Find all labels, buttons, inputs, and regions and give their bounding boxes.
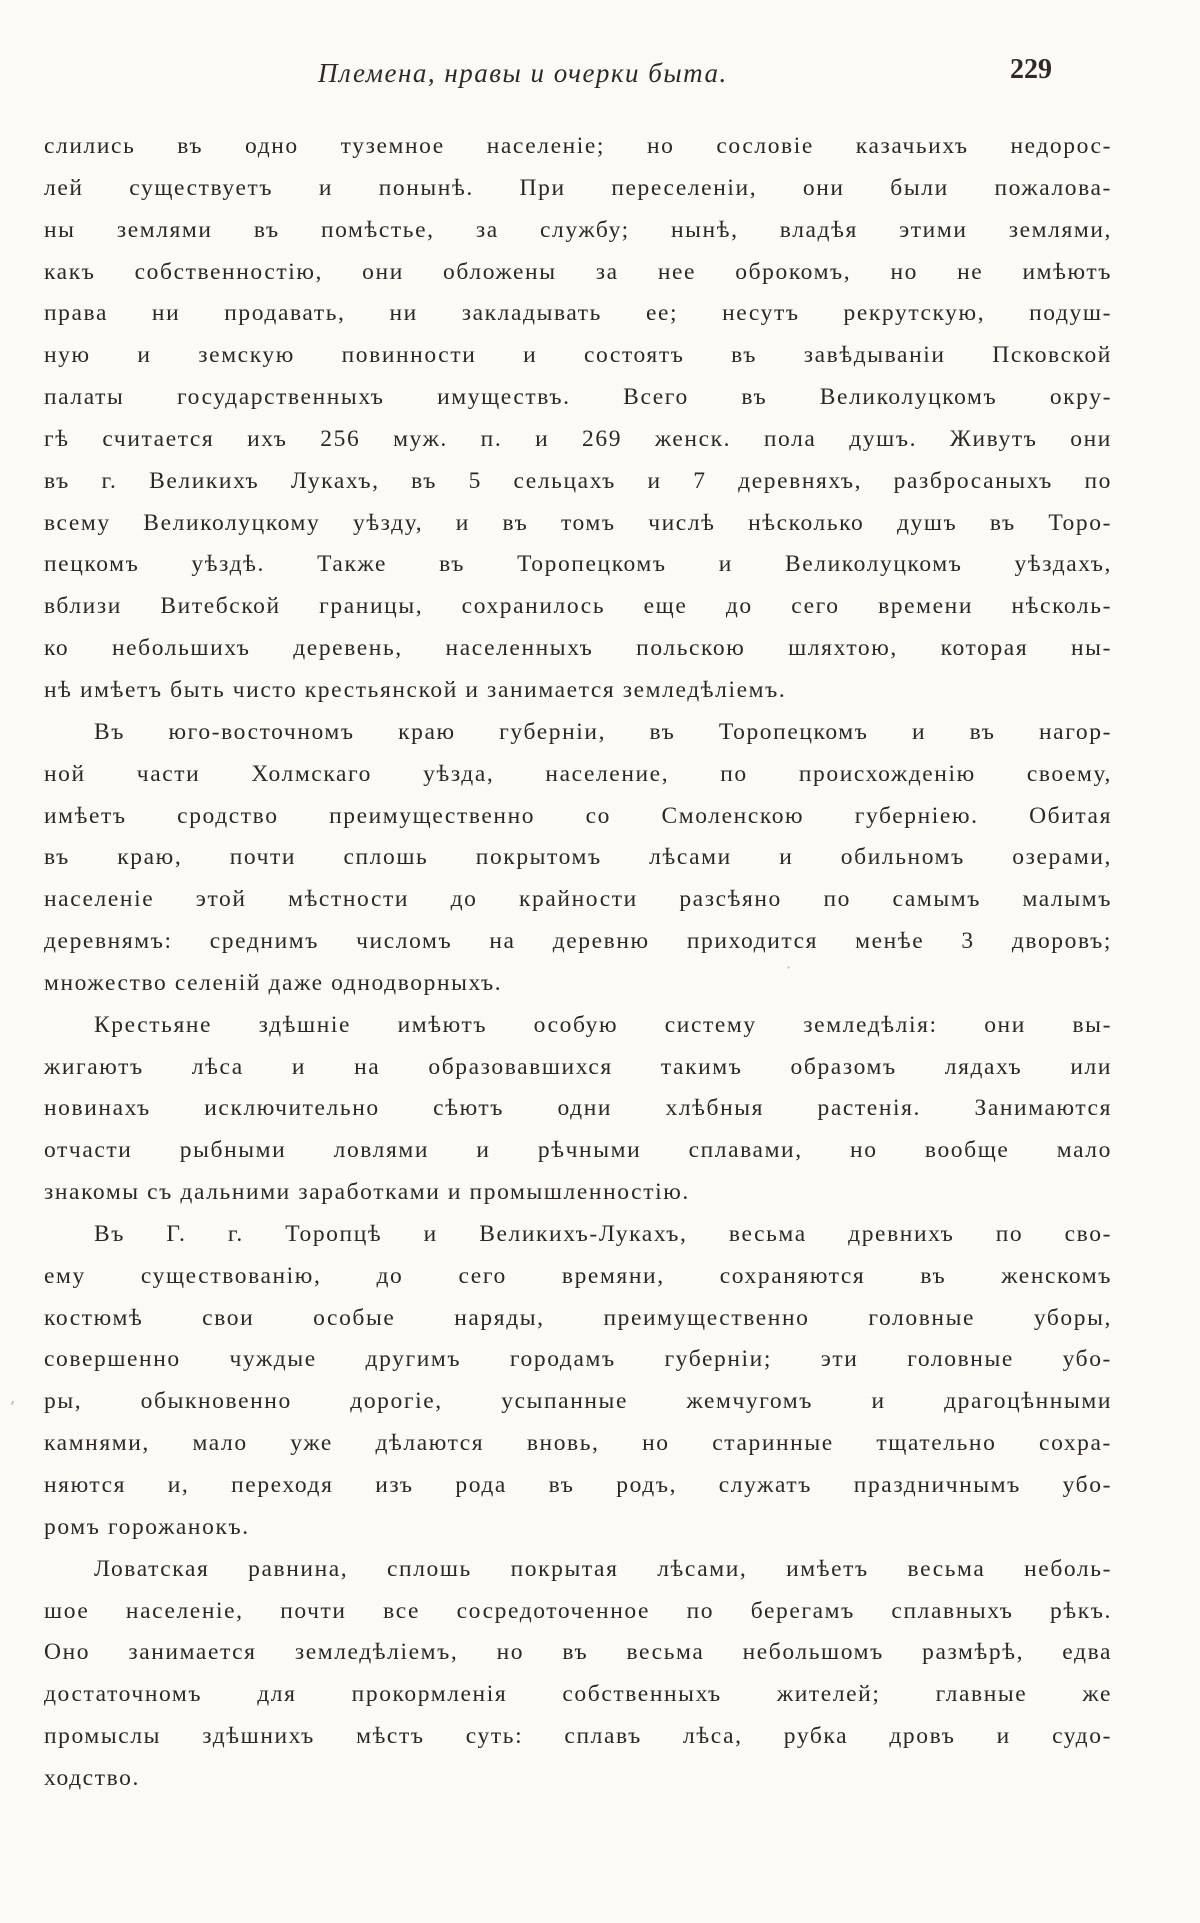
text-line: деревнямъ: среднимъ числомъ на деревню приходится менѣе 3 дворовъ; <box>44 928 1112 955</box>
text-line: лей существуетъ и понынѣ. При переселеніи, они были пожалова- <box>44 174 1112 201</box>
text-line: промыслы здѣшнихъ мѣстъ суть: сплавъ лѣса, рубка дровъ и судо- <box>44 1723 1112 1750</box>
text-line: Въ юго-восточномъ краю губерніи, въ Торопецкомъ и въ нагор- <box>94 718 1112 745</box>
text-line: ко небольшихъ деревень, населенныхъ польскою шляхтою, которая ны- <box>44 635 1112 662</box>
text-line: отчасти рыбными ловлями и рѣчными сплавами, но вообще мало <box>44 1137 1112 1164</box>
text-line: пецкомъ уѣздѣ. Также въ Торопецкомъ и Великолуцкомъ уѣздахъ, <box>44 551 1112 578</box>
running-title: Племена, нравы и очерки быта. <box>318 58 728 88</box>
text-line: въ г. Великихъ Лукахъ, въ 5 сельцахъ и 7 деревняхъ, разбросаныхъ по <box>44 467 1112 494</box>
text-line: достаточномъ для прокормленія собственныхъ жителей; главные же <box>44 1681 1112 1708</box>
text-line: совершенно чуждые другимъ городамъ губерніи; эти головные убо- <box>44 1346 1112 1373</box>
text-line: всему Великолуцкому уѣзду, и въ томъ числѣ нѣсколько душъ въ Торо- <box>44 509 1112 536</box>
text-line: вблизи Витебской границы, сохранилось еще до сего времени нѣсколь- <box>44 593 1112 620</box>
text-line: палаты государственныхъ имуществъ. Всего въ Великолуцкомъ окру- <box>44 384 1112 411</box>
text-line: множество селеній даже однодворныхъ. <box>44 969 503 996</box>
page-number: 229 <box>1010 54 1052 85</box>
text-line: права ни продавать, ни закладывать ее; несутъ рекрутскую, подуш- <box>44 300 1112 327</box>
text-line: камнями, мало уже дѣлаются вновь, но старинные тщательно сохра- <box>44 1430 1112 1457</box>
text-line: ры, обыкновенно дорогіе, усыпанные жемчугомъ и драгоцѣнными <box>44 1388 1112 1415</box>
text-line: ходство. <box>44 1764 140 1791</box>
text-line: костюмѣ свои особые наряды, преимущественно головные уборы, <box>44 1304 1112 1331</box>
text-line: знакомы съ дальними заработками и промышленностію. <box>44 1179 690 1206</box>
text-line: Оно занимается земледѣліемъ, но въ весьма небольшомъ размѣрѣ, едва <box>44 1639 1112 1666</box>
text-line: имѣетъ сродство преимущественно со Смоленскою губерніею. Обитая <box>44 802 1112 829</box>
text-line: ромъ горожанокъ. <box>44 1513 250 1540</box>
text-line: жигаютъ лѣса и на образовавшихся такимъ образомъ лядахъ или <box>44 1053 1112 1080</box>
text-line: ему существованію, до сего времяни, сохраняются въ женскомъ <box>44 1262 1112 1289</box>
text-line: ной части Холмскаго уѣзда, население, по происхожденію своему, <box>44 760 1112 787</box>
text-line: Въ Г. г. Торопцѣ и Великихъ-Лукахъ, весьма древнихъ по сво- <box>94 1220 1112 1247</box>
text-line: въ краю, почти сплошь покрытомъ лѣсами и обильномъ озерами, <box>44 844 1112 871</box>
paper-speck: · <box>786 958 792 977</box>
text-line: какъ собственностію, они обложены за нее оброкомъ, но не имѣютъ <box>44 258 1112 285</box>
text-line: нѣ имѣетъ быть чисто крестьянской и занимается земледѣліемъ. <box>44 676 787 703</box>
paper-speck: , <box>10 1388 16 1407</box>
text-line: шое населеніе, почти все сосредоточенное по берегамъ сплавныхъ рѣкъ. <box>44 1597 1112 1624</box>
text-line: ны землями въ помѣстье, за службу; нынѣ, владѣя этими землями, <box>44 216 1112 243</box>
text-line: гѣ считается ихъ 256 муж. п. и 269 женск. пола душъ. Живутъ они <box>44 425 1112 452</box>
text-line: слились въ одно туземное населеніе; но сословіе казачьихъ недорос- <box>44 133 1112 159</box>
text-line: населеніе этой мѣстности до крайности разсѣяно по самымъ малымъ <box>44 886 1112 913</box>
body-text <box>44 126 1112 1800</box>
text-line: няются и, переходя изъ рода въ родъ, служатъ праздничнымъ убо- <box>44 1472 1112 1498</box>
text-line: новинахъ исключительно сѣютъ одни хлѣбныя растенія. Занимаются <box>44 1095 1112 1122</box>
text-line: ную и земскую повинности и состоятъ въ завѣдываніи Псковской <box>44 342 1112 369</box>
text-line: Крестьяне здѣшніе имѣютъ особую систему земледѣлія: они вы- <box>94 1011 1112 1038</box>
text-line: Ловатская равнина, сплошь покрытая лѣсами, имѣетъ весьма неболь- <box>94 1555 1112 1582</box>
